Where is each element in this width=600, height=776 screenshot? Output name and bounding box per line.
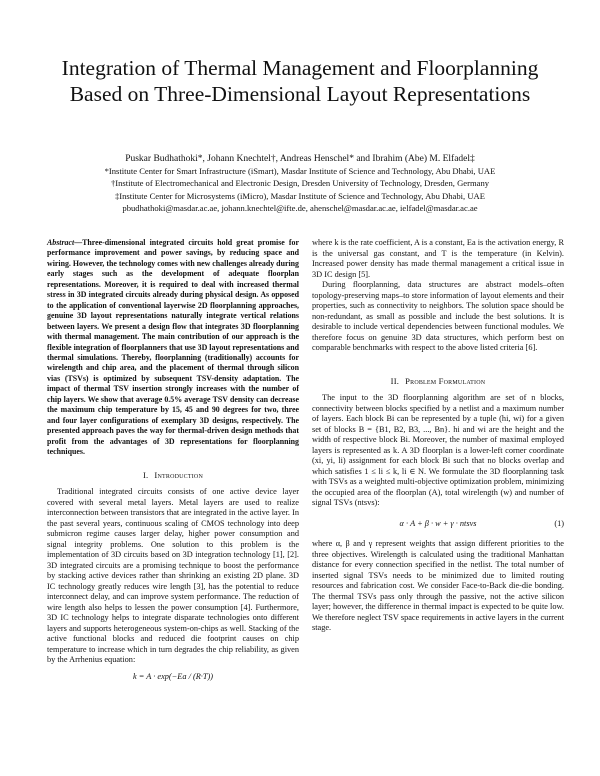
arrhenius-equation: k = A · exp(−Ea / (R·T)) — [132, 671, 213, 681]
right-column — [312, 238, 564, 634]
section-number: II. — [390, 375, 400, 386]
problem-paragraph-1: The input to the 3D floorplanning algorithm are set of n blocks, connectivity between blocks specified by a netlist and a maximum number of layers. Each block Bi can be represented by a tuple (hi, wi) for a given set of blocks B = {B1, B2, B3, ..., Bn}. hi and wi are the height and the width of respective block Bi. Moreover, the number of maximal employed layers is represented as k. A 3D floorplan is a lower-left corner coordinate (xi, yi, li) assignment for each block Bi such that no blocks overlap and which satisfies 1 ≤ li ≤ k, li ∈ N. We formulate the 3D floorplanning task with TSVs as a weighted multi-objective optimization problem, minimizing the occupied area of the floorplan (A), total wirelength (w) and number of signal TSVs (ntsvs): — [312, 393, 564, 507]
paper-title: Integration of Thermal Management and Floorplanning Based on Three-Dimensional Layout Representations — [61, 56, 539, 106]
section-number: I. — [142, 469, 149, 480]
section-heading-problem — [312, 376, 564, 387]
author-emails: pbudhathoki@masdar.ac.ae, johann.knechtel@ifte.de, ahenschel@masdar.ac.ae, ielfadel@masdar.ac.ae — [122, 203, 478, 213]
author-list: Puskar Budhathoki*, Johann Knechtel†, Andreas Henschel* and Ibrahim (Abe) M. Elfadel‡ — [125, 154, 475, 164]
problem-paragraph-2: where α, β and γ represent weights that assign different priorities to the three objectives. Wirelength is calculated using the traditional Manhattan distance for every connection specified in the netlist. The total number of inserted signal TSVs needs to be minimized due to limited routing resources and fabrication cost. We consider Face-to-Back die-die bonding. The thermal TSVs pass only through the passive, not the active silicon layer; however, the difference in thermal impact is expected to be quite low. We therefore neglect TSV space requirements in active layers in the current stage. — [312, 539, 564, 632]
left-column — [47, 238, 299, 682]
abstract — [47, 238, 299, 458]
objective-formula: α · A + β · w + γ · ntsvs — [399, 518, 477, 528]
intro-paragraph: Traditional integrated circuits consists of one active device layer covered with several metal layers. Metal layers are used to realize interconnection between transistors that are integrated in the active layer. In the past several years, continuous scaling of CMOS technology into deep submicron regime causes larger delay, higher power consumption and signal integrity problems. One solution to this problem is the implementation of 3D circuits based on 3D integration technology [1], [2]. 3D integrated circuits are a promising technique to boost the performance by stacking active devices rather than shrinking an existing 2D plane. 3D IC technology greatly reduces wire length [3], has the potential to reduce interconnect delay, and can improve system performance. The reduction of wire length also helps to lessen the power consumption [4]. Furthermore, 3D IC technology helps to integrate disparate technologies onto different layers and supports heterogeneous system-on-chips as well. Stacking of the active functional blocks and reduced die footprint causes on chip temperature to increase which in turn degrades the chip reliability, as given by the Arrhenius equation: — [47, 487, 299, 665]
section-title: Problem Formulation — [405, 375, 486, 386]
affiliation-ismart: *Institute Center for Smart Infrastructure (iSmart), Masdar Institute of Science and Technology, Abu Dhabi, UAE — [104, 166, 496, 176]
abstract-lead: Abstract — [47, 238, 75, 247]
objective-equation — [312, 519, 564, 530]
right-paragraph-2: During floorplanning, data structures are abstract models–often topology-preserving maps–to store information of layout elements and their properties, such as connectivity to neighbors. The solution space should be non-redundant, as small as possible and include the best solutions. It is desirable to include vertical dependencies between functional modules. We therefore focus on genuine 3D data structures, which perform best on comparable benchmarks with respect to the above listed criteria [6]. — [312, 280, 564, 352]
abstract-text: —Three-dimensional integrated circuits hold great promise for performance improvement and power savings, by reducing space and wiring. However, the technology comes with new challenges already during early stages such as the development of adequate floorplan representations. Moreover, it is required to deal with increased thermal stress in 3D integrated circuits already during physical design. As opposed to the application of conventional layerwise 2D floorplanning approaches, genuine 3D layout representations naturally integrate vertical relations between layers. We present a design flow that integrates 3D floorplanning with thermal management. The main contribution of our approach is the flexible integration of floorplanners that use 3D layout representations and thermal simulations. Thereby, floorplanning (traditionally) accounts for wirelength and chip area, and the placement of thermal through silicon vias (TSVs) is optimized by subsequent TSV-density adaptation. The impact of thermal TSV insertion strongly increases with the number of chip layers. We show that average 0.5% average TSV density can decrease the maximum chip temperature by 15, 45 and 90 degrees for two, three and four layer configurations of exemplary 3D designs, respectively. The presented approach paves the way for thermal-driven design methods that profit from the advantages of 3D representations for floorplanning techniques. — [47, 238, 299, 457]
equation-number: (1) — [554, 518, 564, 528]
affiliation-imicro: ‡Institute Center for Microsystems (iMicro), Masdar Institute of Science and Technology, Abu Dhabi, UAE — [114, 191, 486, 201]
section-title: Introduction — [154, 469, 203, 480]
affiliation-dresden: †Institute of Electromechanical and Electronic Design, Dresden University of Technology, Dresden, Germany — [110, 178, 490, 188]
section-heading-introduction — [47, 470, 299, 481]
right-paragraph-1: where k is the rate coefficient, A is a constant, Ea is the activation energy, R is the universal gas constant, and T is the temperature (in Kelvin). Increased power density has made thermal management a critical issue in 3D IC design [5]. — [312, 238, 564, 279]
